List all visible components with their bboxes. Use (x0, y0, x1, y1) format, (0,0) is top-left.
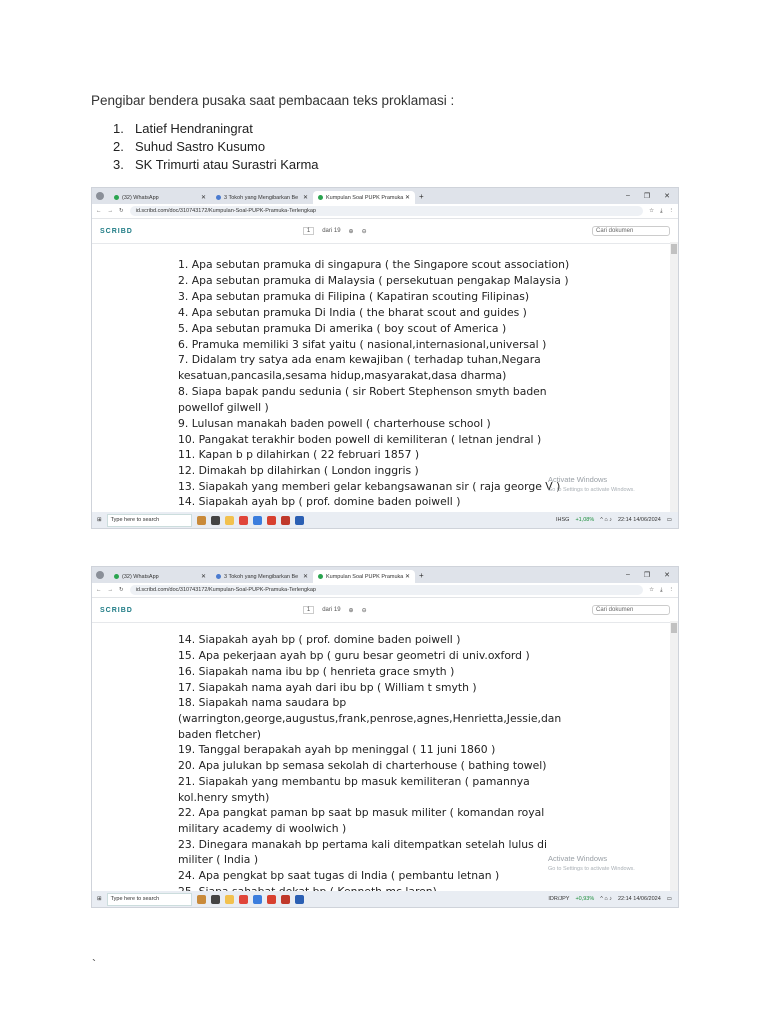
browser-tab-bar (92, 188, 678, 204)
zoom-out-icon[interactable]: ⊖ (361, 228, 367, 235)
tray-icons[interactable]: ^ ⌂ ♪ (600, 517, 612, 523)
content-line: kol.henry smyth) (178, 791, 270, 804)
app-icon[interactable] (197, 895, 206, 904)
download-icon[interactable]: ⤓ (660, 207, 663, 214)
star-icon[interactable]: ☆ (649, 587, 655, 593)
tray-icons[interactable]: ^ ⌂ ♪ (600, 896, 612, 902)
acrobat-icon[interactable] (281, 895, 290, 904)
list-item: 1. Latief Hendraningrat (113, 121, 253, 136)
stock-ticker[interactable]: IHSG (555, 517, 570, 523)
content-line: 1. Apa sebutan pramuka di singapura ( the Singapore scout association) (178, 258, 570, 271)
scribd-toolbar (92, 598, 678, 623)
content-line: 21. Siapakah yang membantu bp masuk kemiliteran ( pamannya (178, 775, 530, 788)
close-icon: ✕ (200, 574, 206, 580)
url-field[interactable]: id.scribd.com/doc/310743172/Kumpulan-Soal-PUPK-Pramuka-Terlengkap (130, 585, 644, 595)
tab-tokoh[interactable]: 3 Tokoh yang Mengibarkan Be ✕ (211, 570, 313, 583)
content-line: 4. Apa sebutan pramuka Di India ( the bharat scout and guides ) (178, 306, 527, 319)
forward-icon[interactable]: → (107, 587, 113, 593)
notification-icon[interactable]: ▭ (666, 896, 672, 902)
close-icon: ✕ (404, 574, 410, 580)
chrome-icon[interactable] (239, 516, 248, 525)
trailing-mark: ` (92, 957, 96, 971)
address-bar (92, 204, 678, 219)
document-heading: Pengibar bendera pusaka saat pembacaan teks proklamasi : (91, 93, 455, 108)
file-explorer-icon[interactable] (225, 895, 234, 904)
taskbar-search[interactable]: Type here to search (107, 893, 192, 906)
tab-tokoh[interactable]: 3 Tokoh yang Mengibarkan Be ✕ (211, 191, 313, 204)
close-window-icon[interactable]: ✕ (664, 572, 670, 579)
chrome-profile-icon[interactable] (253, 895, 262, 904)
search-document-input[interactable]: Cari dokumen (592, 605, 670, 615)
page-total: dari 19 (322, 607, 341, 613)
url-field[interactable]: id.scribd.com/doc/310743172/Kumpulan-Soal-PUPK-Pramuka-Terlengkap (130, 206, 644, 216)
windows-taskbar (92, 512, 678, 528)
content-line: 12. Dimakah bp dilahirkan ( London inggris ) (178, 464, 419, 477)
task-view-icon[interactable] (211, 516, 220, 525)
maximize-icon[interactable]: ❐ (643, 193, 651, 200)
content-line: 3. Apa sebutan pramuka di Filipina ( Kapatiran scouting Filipinas) (178, 290, 530, 303)
stock-change: +0,93% (575, 896, 595, 902)
clock[interactable]: 22:14 14/06/2024 (617, 896, 661, 902)
content-line: 23. Dinegara manakah bp pertama kali ditempatkan setelah lulus di (178, 838, 548, 851)
zoom-in-icon[interactable]: ⊕ (348, 607, 354, 614)
back-icon[interactable]: ← (96, 208, 102, 214)
content-line: 14. Siapakah ayah bp ( prof. domine baden poiwell ) (178, 495, 461, 508)
content-line: 17. Siapakah nama ayah dari ibu bp ( William t smyth ) (178, 681, 477, 694)
app-icon[interactable] (197, 516, 206, 525)
scrollbar[interactable] (670, 242, 678, 512)
document-content (92, 258, 678, 511)
activate-windows-title: Activate Windows (548, 475, 608, 484)
forward-icon[interactable]: → (107, 208, 113, 214)
minimize-icon[interactable]: – (625, 571, 630, 578)
content-line: 5. Apa sebutan pramuka Di amerika ( boy scout of America ) (178, 322, 507, 335)
content-line: powellof gilwell ) (178, 401, 269, 414)
close-icon: ✕ (200, 195, 206, 201)
content-line: 6. Pramuka memiliki 3 sifat yaitu ( nasional,internasional,universal ) (178, 338, 547, 351)
task-view-icon[interactable] (211, 895, 220, 904)
close-icon: ✕ (302, 574, 308, 580)
tab-kumpulan-soal[interactable]: Kumpulan Soal PUPK Pramuka ✕ (313, 191, 415, 204)
address-bar (92, 583, 678, 598)
content-line: military academy di woolwich ) (178, 822, 347, 835)
tab-menu-icon[interactable] (96, 571, 104, 579)
scribd-toolbar (92, 219, 678, 244)
list-item: 3. SK Trimurti atau Surastri Karma (113, 157, 319, 172)
content-line: kesatuan,pancasila,sesama hidup,masyarakat,dasa dharma) (178, 369, 507, 382)
content-line: 13. Siapakah yang memberi gelar kebangsawanan sir ( raja george V ) (178, 480, 561, 493)
content-line: (warrington,george,augustus,frank,penrose,agnes,Henrietta,Jessie,dan (178, 712, 562, 725)
reload-icon[interactable]: ↻ (119, 208, 124, 214)
activate-windows-sub: Go to Settings to activate Windows. (548, 866, 635, 872)
chrome-icon[interactable] (239, 895, 248, 904)
content-line: 16. Siapakah nama ibu bp ( henrieta grace smyth ) (178, 665, 455, 678)
maximize-icon[interactable]: ❐ (643, 572, 651, 579)
content-line: 14. Siapakah ayah bp ( prof. domine baden poiwell ) (178, 633, 461, 646)
taskbar-search[interactable]: Type here to search (107, 514, 192, 527)
close-icon: ✕ (302, 195, 308, 201)
content-line: baden fletcher) (178, 728, 261, 741)
activate-windows-title: Activate Windows (548, 854, 608, 863)
page-input[interactable]: 1 (303, 606, 314, 614)
back-icon[interactable]: ← (96, 587, 102, 593)
chrome-profile-2-icon[interactable] (267, 895, 276, 904)
browser-tab-bar (92, 567, 678, 583)
content-line: militer ( India ) (178, 853, 259, 866)
new-tab-icon[interactable]: + (419, 570, 424, 580)
zoom-in-icon[interactable]: ⊕ (348, 228, 354, 235)
content-line: 9. Lulusan manakah baden powell ( charterhouse school ) (178, 417, 491, 430)
content-line: 11. Kapan b p dilahirkan ( 22 februari 1857 ) (178, 448, 420, 461)
new-tab-icon[interactable]: + (419, 191, 424, 201)
content-line: 19. Tanggal berapakah ayah bp meninggal ( 11 juni 1860 ) (178, 743, 496, 756)
content-line: 18. Siapakah nama saudara bp (178, 696, 347, 709)
document-content (92, 631, 678, 891)
page-input[interactable]: 1 (303, 227, 314, 235)
reload-icon[interactable]: ↻ (119, 587, 124, 593)
windows-taskbar (92, 891, 678, 907)
windows-start-icon[interactable]: ⊞ (97, 517, 102, 523)
flag-bearer-list (113, 120, 319, 174)
tab-whatsapp[interactable]: (32) WhatsApp ✕ (109, 191, 211, 204)
zoom-out-icon[interactable]: ⊖ (361, 607, 367, 614)
content-line: 2. Apa sebutan pramuka di Malaysia ( persekutuan pengakap Malaysia ) (178, 274, 569, 287)
tab-kumpulan-soal[interactable]: Kumpulan Soal PUPK Pramuka ✕ (313, 570, 415, 583)
content-line: 20. Apa julukan bp semasa sekolah di charterhouse ( bathing towel) (178, 759, 547, 772)
menu-icon[interactable]: ⋮ (668, 208, 674, 214)
word-icon[interactable] (295, 516, 304, 525)
acrobat-icon[interactable] (281, 516, 290, 525)
tab-whatsapp[interactable]: (32) WhatsApp ✕ (109, 570, 211, 583)
content-line: 8. Siapa bapak pandu sedunia ( sir Robert Stephenson smyth baden (178, 385, 547, 398)
tab-menu-icon[interactable] (96, 192, 104, 200)
close-window-icon[interactable]: ✕ (664, 193, 670, 200)
minimize-icon[interactable]: – (625, 192, 630, 199)
file-explorer-icon[interactable] (225, 516, 234, 525)
content-line: 22. Apa pangkat paman bp saat bp masuk militer ( komandan royal (178, 806, 545, 819)
page-total: dari 19 (322, 228, 341, 234)
scribd-logo: SCRIBD (100, 227, 133, 235)
clock[interactable]: 22:14 14/06/2024 (617, 517, 661, 523)
windows-start-icon[interactable]: ⊞ (97, 896, 102, 902)
list-item: 2. Suhud Sastro Kusumo (113, 139, 266, 154)
embedded-screenshot-2 (91, 566, 679, 908)
search-document-input[interactable]: Cari dokumen (592, 226, 670, 236)
word-icon[interactable] (295, 895, 304, 904)
notification-icon[interactable]: ▭ (666, 517, 672, 523)
content-line: 15. Apa pekerjaan ayah bp ( guru besar geometri di univ.oxford ) (178, 649, 530, 662)
download-icon[interactable]: ⤓ (660, 586, 663, 593)
menu-icon[interactable]: ⋮ (668, 587, 674, 593)
scribd-logo: SCRIBD (100, 606, 133, 614)
content-line: 10. Pangakat terakhir boden powell di kemiliteran ( letnan jendral ) (178, 433, 542, 446)
scrollbar[interactable] (670, 621, 678, 891)
embedded-screenshot-1 (91, 187, 679, 529)
close-icon: ✕ (404, 195, 410, 201)
content-line: 24. Apa pengkat bp saat tugas di India ( pembantu letnan ) (178, 869, 500, 882)
stock-change: +1,08% (575, 517, 595, 523)
star-icon[interactable]: ☆ (649, 208, 655, 214)
content-line: 7. Didalam try satya ada enam kewajiban ( terhadap tuhan,Negara (178, 353, 541, 366)
stock-ticker[interactable]: IDR/JPY (548, 896, 570, 902)
chrome-profile-icon[interactable] (253, 516, 262, 525)
activate-windows-sub: Go to Settings to activate Windows. (548, 487, 635, 493)
chrome-profile-2-icon[interactable] (267, 516, 276, 525)
